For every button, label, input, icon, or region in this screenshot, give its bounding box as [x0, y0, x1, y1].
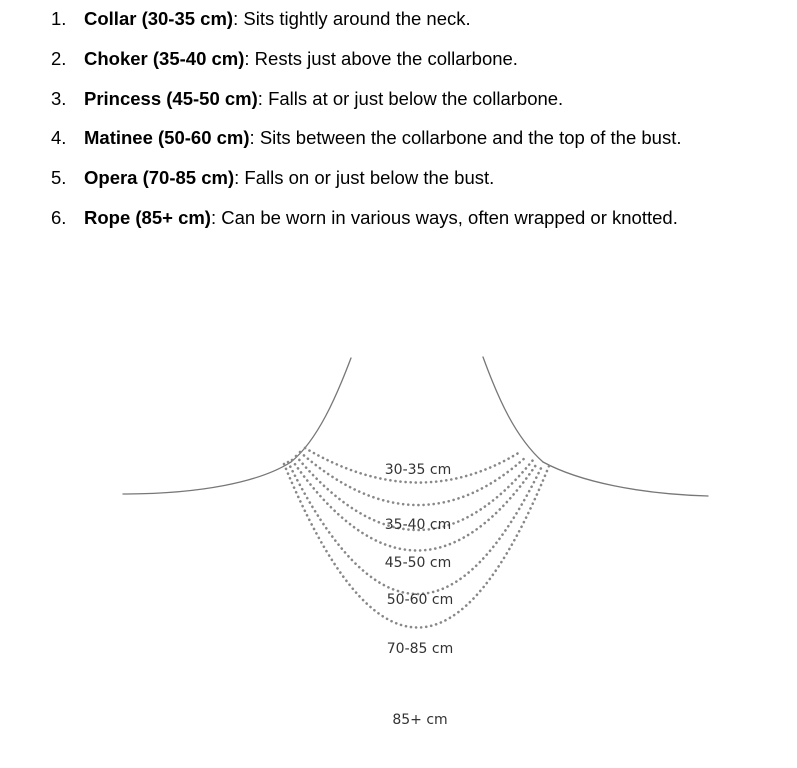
label-matinee: 50-60 cm — [386, 592, 454, 608]
item-number: 5. — [51, 167, 67, 188]
label-opera: 70-85 cm — [386, 641, 454, 657]
label-princess: 45-50 cm — [384, 555, 452, 571]
shoulder-left-line — [123, 462, 291, 494]
item-name: Matinee (50-60 cm) — [84, 127, 250, 148]
neck-left-line — [291, 358, 351, 462]
item-description: : Falls on or just below the bust. — [234, 167, 495, 188]
item-name: Opera (70-85 cm) — [84, 167, 235, 188]
necklace-strand-choker — [300, 452, 527, 505]
item-name: Choker (35-40 cm) — [84, 48, 245, 69]
item-name: Collar (30-35 cm) — [84, 8, 234, 29]
label-collar: 30-35 cm — [384, 462, 452, 478]
neck-right-line — [483, 357, 543, 462]
label-choker: 35-40 cm — [384, 517, 452, 533]
item-description: : Rests just above the collarbone. — [244, 48, 518, 69]
item-number: 4. — [51, 127, 67, 148]
item-description: : Sits tightly around the neck. — [233, 8, 471, 29]
item-number: 3. — [51, 88, 67, 109]
item-description: : Falls at or just below the collarbone. — [257, 88, 564, 109]
shoulder-right-line — [543, 462, 708, 496]
item-description: : Sits between the collarbone and the top of the bust. — [249, 127, 682, 148]
item-number: 2. — [51, 48, 67, 69]
item-number: 1. — [51, 8, 67, 29]
label-rope: 85+ cm — [392, 712, 448, 728]
item-name: Princess (45-50 cm) — [84, 88, 258, 109]
item-number: 6. — [51, 207, 67, 228]
item-name: Rope (85+ cm) — [84, 207, 211, 228]
item-description: : Can be worn in various ways, often wrapped or knotted. — [210, 207, 678, 228]
